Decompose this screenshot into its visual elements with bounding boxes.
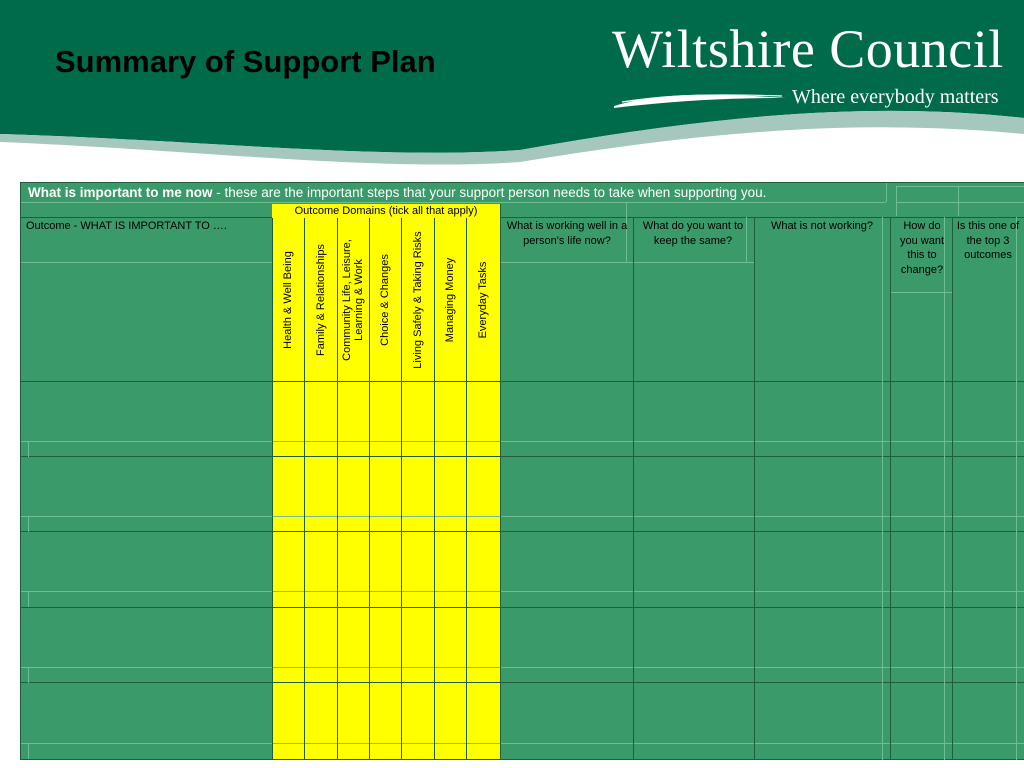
domain-health-label: Health & Well Being <box>282 250 294 349</box>
intro-text: What is important to me now - these are the important steps that your support person needs to take when supporting you. <box>28 185 767 200</box>
outcome-header: Outcome - WHAT IS IMPORTANT TO …. <box>26 220 227 232</box>
logo-tagline: Where everybody matters <box>792 86 999 108</box>
table-row[interactable] <box>21 608 1024 682</box>
not-working-header: What is not working? <box>770 220 874 232</box>
working-well-header: What is working well in a person's life now? <box>506 220 628 247</box>
table-row[interactable] <box>21 532 1024 607</box>
domain-money-label: Managing Money <box>444 257 456 342</box>
top3-header: Is this one of the top 3 outcomes <box>956 220 1020 261</box>
outcome-domains-header: Outcome Domains (tick all that apply) <box>272 204 500 218</box>
support-plan-table <box>20 182 1024 760</box>
how-change-header: How do you want this to change? <box>899 220 945 276</box>
table-row[interactable] <box>21 683 1024 759</box>
domain-choice-label: Choice & Changes <box>379 253 391 346</box>
domain-living-safely-label: Living Safely & Taking Risks <box>411 230 424 369</box>
table-row[interactable] <box>21 382 1024 456</box>
logo-name: Wiltshire Council <box>612 19 1004 79</box>
table-row[interactable] <box>21 457 1024 531</box>
page-title: Summary of Support Plan <box>55 44 436 79</box>
domain-everyday-label: Everyday Tasks <box>477 261 489 338</box>
logo-swoosh-icon <box>612 88 788 110</box>
domain-community-label: Community Life, Leisure, Learning & Work <box>341 238 365 361</box>
keep-same-header: What do you want to keep the same? <box>642 220 744 247</box>
domain-family-label: Family & Relationships <box>314 243 327 356</box>
